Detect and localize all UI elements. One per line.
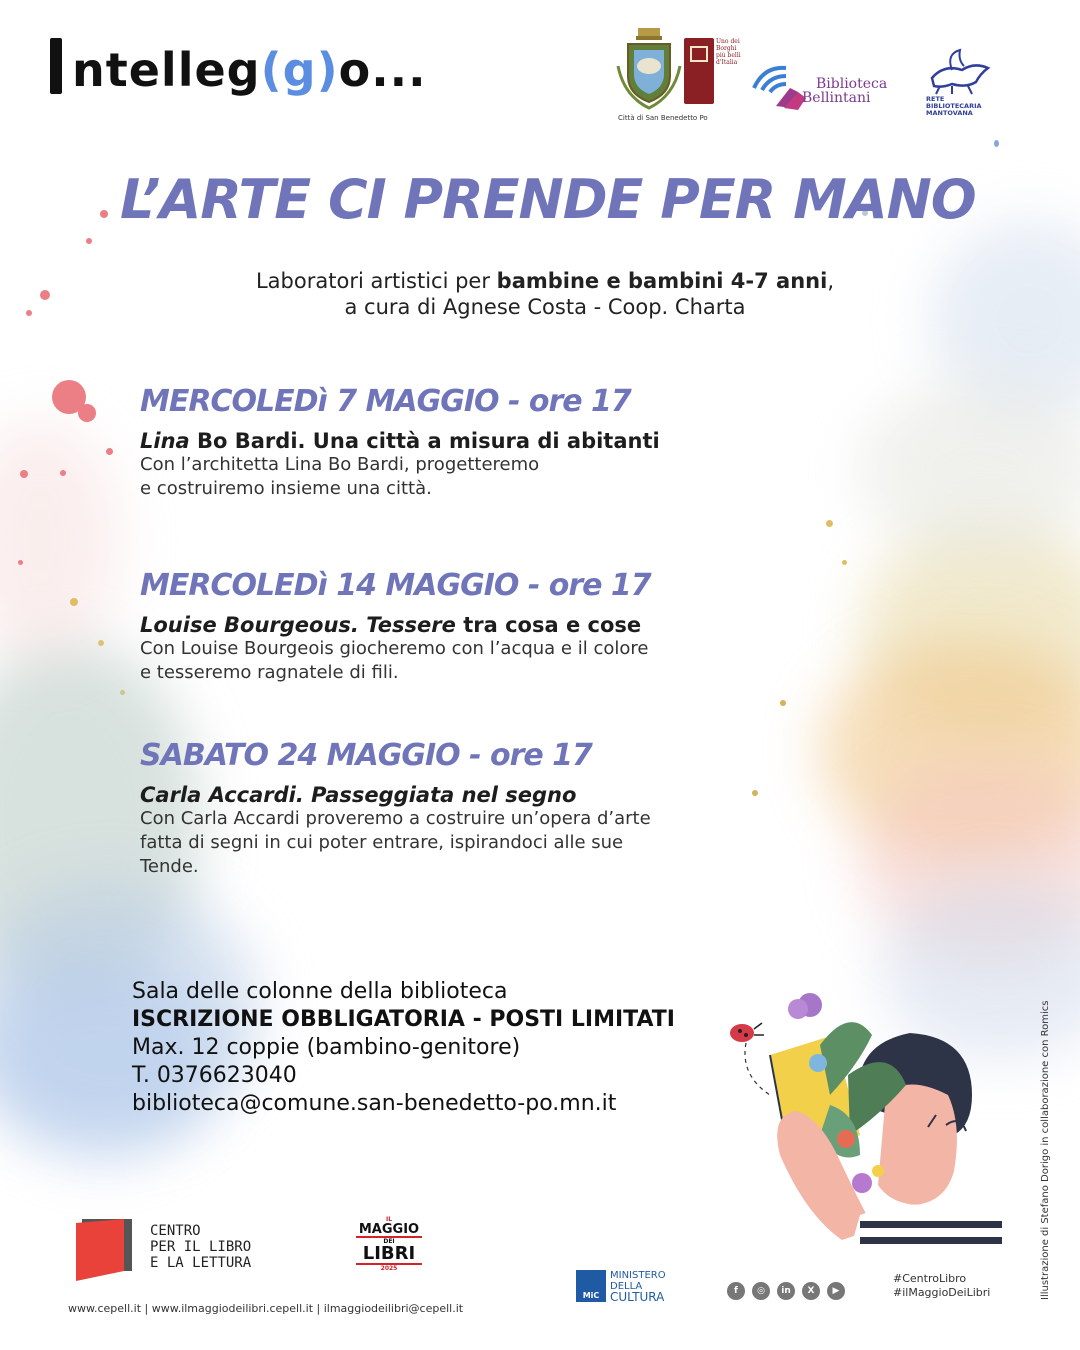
cepell-logo xyxy=(74,1217,294,1285)
cepell-text-1: CENTRO xyxy=(150,1223,201,1239)
brand-text: ntelleg xyxy=(72,43,261,97)
brand-bar xyxy=(50,38,62,94)
venue-place: Sala delle colonne della biblioteca xyxy=(132,979,508,1004)
brand-suffix: o... xyxy=(338,43,427,97)
ministero-text-3: CULTURA xyxy=(610,1290,665,1304)
maggio-text-1: IL xyxy=(385,1216,393,1223)
event-date: MERCOLEDì 14 MAGGIO - ore 17 xyxy=(140,568,651,603)
rete-logo-text: RETE BIBLIOTECARIA MANTOVANA xyxy=(926,95,982,117)
linkedin-icon[interactable]: in xyxy=(777,1282,795,1300)
email-address[interactable]: biblioteca@comune.san-benedetto-po.mn.it xyxy=(132,1091,617,1116)
event-desc-line: e tesseremo ragnatele di fili. xyxy=(140,662,399,683)
borghi-logo-icon xyxy=(684,38,714,104)
reading-child-illustration xyxy=(710,985,1010,1250)
event-2 xyxy=(140,568,740,685)
mic-icon: MiC xyxy=(576,1270,606,1302)
subtitle-line1: Laboratori artistici per xyxy=(255,269,497,293)
hashtag-centrolibro[interactable]: #CentroLibro xyxy=(893,1272,967,1285)
brand-logo xyxy=(50,38,427,97)
event-desc-line: e costruiremo insieme una città. xyxy=(140,478,432,499)
footer-links[interactable]: www.cepell.it | www.ilmaggiodeilibri.cepell.it | ilmaggiodeilibri@cepell.it xyxy=(68,1302,464,1315)
biblioteca-logo-text: Biblioteca xyxy=(816,76,888,92)
event-description xyxy=(140,637,740,685)
ministero-text-1: MINISTERO xyxy=(610,1270,666,1281)
maggio-text-3: DEI xyxy=(383,1238,395,1245)
hashtag-maggiodeilibri[interactable]: #ilMaggioDeiLibri xyxy=(893,1286,991,1299)
event-title-italic: Lina xyxy=(140,429,190,453)
san-benedetto-caption: Città di San Benedetto Po xyxy=(618,114,708,122)
registration-notice: ISCRIZIONE OBBLIGATORIA - POSTI LIMITATI xyxy=(132,1007,675,1032)
youtube-icon[interactable]: ▶ xyxy=(827,1282,845,1300)
brand-paren-close: ) xyxy=(316,43,339,97)
phone-number: T. 0376623040 xyxy=(132,1063,297,1088)
illustration-credit: Illustrazione di Stefano Dorigo in collaborazione con Romics xyxy=(1040,1000,1051,1300)
event-title xyxy=(140,429,740,453)
brand-paren-open: ( xyxy=(260,43,283,97)
max-participants: Max. 12 coppie (bambino-genitore) xyxy=(132,1035,521,1060)
maggio-text-2: MAGGIO xyxy=(356,1223,422,1238)
subtitle-age-range: bambine e bambini 4-7 anni xyxy=(496,269,828,293)
hashtags xyxy=(893,1272,990,1300)
pegasus-icon xyxy=(922,48,998,96)
x-icon[interactable]: X xyxy=(802,1282,820,1300)
brand-g: g xyxy=(282,43,317,97)
event-title xyxy=(140,613,740,637)
cepell-book-icon xyxy=(74,1217,136,1283)
page-title: L’ARTE CI PRENDE PER MANO xyxy=(120,168,976,231)
event-title-italic: Louise Bourgeous. Tessere xyxy=(140,613,456,637)
ministero-cultura-logo xyxy=(576,1268,686,1306)
event-title-italic: Carla Accardi. Passeggiata nel segno xyxy=(140,783,577,807)
event-title-rest: Bo Bardi. Una città a misura di abitanti xyxy=(189,429,660,453)
ladybug-icon xyxy=(730,1023,770,1095)
maggio-text-4: LIBRI xyxy=(356,1245,422,1265)
event-date: SABATO 24 MAGGIO - ore 17 xyxy=(140,738,592,773)
instagram-icon[interactable]: ◎ xyxy=(752,1282,770,1300)
maggio-year: 2025 xyxy=(380,1265,398,1272)
coat-of-arms-icon xyxy=(614,26,684,110)
facebook-icon[interactable]: f xyxy=(727,1282,745,1300)
cepell-text-3: E LA LETTURA xyxy=(150,1255,252,1271)
subtitle xyxy=(150,268,940,320)
rete-bibliotecaria-logo xyxy=(922,48,1002,120)
bellintani-logo-text: Bellintani xyxy=(802,90,871,106)
san-benedetto-logo xyxy=(612,26,741,126)
venue-info xyxy=(132,978,675,1118)
event-desc-line: Tende. xyxy=(140,856,199,877)
event-desc-line: Con Louise Bourgeois giocheremo con l’acqua e il colore xyxy=(140,638,649,659)
event-date: MERCOLEDì 7 MAGGIO - ore 17 xyxy=(140,384,631,419)
event-title-rest: tra cosa e cose xyxy=(455,613,642,637)
event-desc-line: Con l’architetta Lina Bo Bardi, progetteremo xyxy=(140,454,540,475)
event-title xyxy=(140,783,740,807)
cepell-text-2: PER IL LIBRO xyxy=(150,1239,252,1255)
event-1 xyxy=(140,384,740,501)
event-description xyxy=(140,807,740,879)
maggio-dei-libri-logo xyxy=(356,1216,422,1276)
biblioteca-wifi-icon xyxy=(750,58,810,110)
biblioteca-bellintani-logo xyxy=(750,58,915,114)
event-description xyxy=(140,453,740,501)
ministero-text-2: DELLA xyxy=(610,1281,643,1292)
subtitle-line2: a cura di Agnese Costa - Coop. Charta xyxy=(344,295,746,319)
event-desc-line: fatta di segni in cui poter entrare, ispirandoci alle sue xyxy=(140,832,624,853)
subtitle-comma: , xyxy=(827,269,835,293)
event-desc-line: Con Carla Accardi proveremo a costruire un’opera d’arte xyxy=(140,808,651,829)
event-3 xyxy=(140,738,740,879)
borghi-logo-text: Uno dei Borghi più belli d'Italia xyxy=(716,38,741,66)
